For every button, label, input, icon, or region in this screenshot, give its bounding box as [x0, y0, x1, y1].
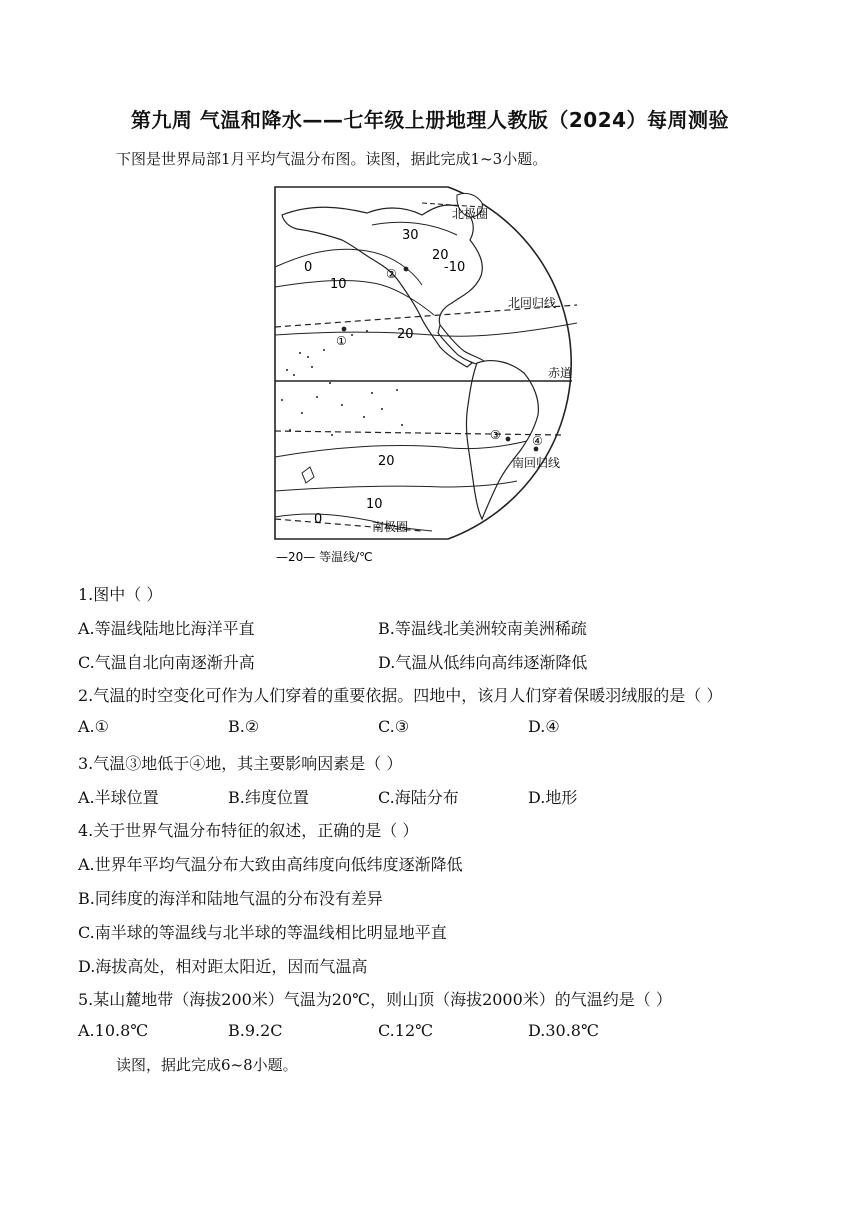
- question-5-option-c[interactable]: C.12℃: [378, 1021, 434, 1040]
- question-4-option-d[interactable]: D.海拔高处，相对距太阳近，因而气温高: [78, 957, 368, 976]
- question-3-option-c[interactable]: C.海陆分布: [378, 788, 459, 807]
- question-3-option-a[interactable]: A.半球位置: [78, 788, 159, 807]
- question-3-option-b[interactable]: B.纬度位置: [228, 788, 309, 807]
- question-5-option-a[interactable]: A.10.8℃: [78, 1021, 149, 1040]
- question-4-stem: 4.关于世界气温分布特征的叙述，正确的是（ ）: [78, 821, 419, 840]
- question-5-stem: 5.某山麓地带（海拔200米）气温为20℃，则山顶（海拔2000米）的气温约是（ ）: [78, 990, 672, 1009]
- point-4-label: ④: [532, 434, 543, 448]
- question-3-option-d[interactable]: D.地形: [528, 788, 578, 807]
- isotherm-label-m10: -10: [444, 260, 466, 275]
- label-tropic-capricorn: 南回归线: [512, 456, 561, 470]
- point-2-label: ②: [386, 267, 397, 281]
- point-3-dot: [506, 437, 511, 442]
- question-1-option-a[interactable]: A.等温线陆地比海洋平直: [78, 619, 255, 638]
- point-1-dot: [342, 327, 347, 332]
- label-arctic-circle: 北极圈: [452, 207, 489, 221]
- isotherm-0-south: [275, 514, 432, 531]
- point-1-label: ①: [336, 334, 347, 348]
- label-antarctic-circle: 南极圈: [372, 520, 409, 534]
- label-tropic-cancer: 北回归线: [508, 296, 557, 310]
- isotherm-label-0n: 0: [304, 260, 313, 275]
- question-2-option-a[interactable]: A.①: [78, 717, 109, 736]
- isotherm-label-10n: 10: [330, 277, 347, 292]
- question-5-option-d[interactable]: D.30.8℃: [528, 1021, 599, 1040]
- new-zealand-land: [302, 467, 314, 483]
- point-3-label: ③: [490, 428, 501, 442]
- isotherm-label-10s: 10: [366, 497, 383, 512]
- isotherm-label-30n: 30: [402, 228, 419, 243]
- south-america-land: [467, 361, 539, 519]
- question-3-stem: 3.气温③地低于④地，其主要影响因素是（ ）: [78, 754, 403, 773]
- question-2-option-d[interactable]: D.④: [528, 717, 560, 736]
- outro-text: 读图，据此完成6~8小题。: [116, 1056, 298, 1074]
- point-2-dot: [404, 267, 409, 272]
- question-4-option-c[interactable]: C.南半球的等温线与北半球的等温线相比明显地平直: [78, 923, 447, 942]
- isotherm-label-20n: 20: [432, 248, 449, 263]
- page-title: 第九周 气温和降水——七年级上册地理人教版（2024）每周测验: [130, 108, 730, 132]
- temperature-map: [272, 185, 582, 570]
- isotherm-label-20s: 20: [378, 454, 395, 469]
- intro-text: 下图是世界局部1月平均气温分布图。读图，据此完成1~3小题。: [116, 150, 548, 168]
- question-1-option-d[interactable]: D.气温从低纬向高纬逐渐降低: [378, 653, 588, 672]
- question-2-option-b[interactable]: B.②: [228, 717, 260, 736]
- question-1-stem: 1.图中（ ）: [78, 585, 163, 604]
- label-equator: 赤道: [548, 366, 573, 380]
- isotherm-label-0s: 0: [314, 512, 323, 527]
- question-2-option-c[interactable]: C.③: [378, 717, 410, 736]
- question-4-option-b[interactable]: B.同纬度的海洋和陆地气温的分布没有差异: [78, 889, 383, 908]
- question-4-option-a[interactable]: A.世界年平均气温分布大致由高纬度向低纬度逐渐降低: [78, 855, 463, 874]
- question-5-option-b[interactable]: B.9.2C: [228, 1021, 283, 1040]
- map-legend: —20— 等温线/℃: [276, 550, 373, 564]
- question-2-stem: 2.气温的时空变化可作为人们穿着的重要依据。四地中，该月人们穿着保暖羽绒服的是（ ）: [78, 686, 723, 705]
- question-1-option-c[interactable]: C.气温自北向南逐渐升高: [78, 653, 255, 672]
- question-1-option-b[interactable]: B.等温线北美洲较南美洲稀疏: [378, 619, 587, 638]
- isotherm-label-20t: 20: [397, 327, 414, 342]
